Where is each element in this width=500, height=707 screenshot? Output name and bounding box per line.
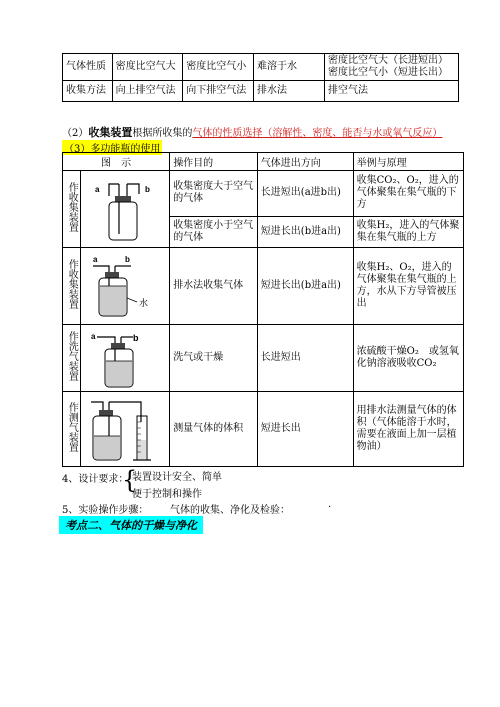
table-cell: 洗气或干燥: [170, 325, 258, 392]
cell-line: 密度比空气小（短进长出）: [327, 67, 448, 78]
table-cell: 长进短出: [257, 325, 353, 392]
table-cell: 浓硫酸干燥O₂ 或氢氧化钠溶液吸收CO₂: [353, 325, 463, 392]
column-header: 图 示: [63, 153, 170, 171]
section-prefix: （2）: [62, 128, 89, 139]
table-row: [63, 392, 464, 467]
table-cell: 排空气法: [324, 81, 458, 102]
design-requirements-label: 4、设计要求：: [62, 474, 129, 485]
column-header: 举例与原理: [353, 153, 463, 171]
group-label: [63, 325, 81, 392]
table-cell: 收集H₂，进入的气体聚集在集气瓶的上方: [353, 216, 463, 248]
table-cell: 向下排空气法: [183, 81, 254, 102]
label-b: b: [144, 185, 150, 194]
wash-bottle-figure: [81, 325, 167, 391]
figure-cell: [80, 392, 170, 467]
measure-bottle-figure: [81, 392, 167, 466]
requirement-item: 装置设计安全、简单: [132, 472, 222, 483]
figure-cell: [80, 325, 170, 392]
water-bottle-figure: [81, 248, 167, 324]
section-text: 根据所收集的: [132, 128, 193, 139]
procedure-label: 5、实验操作步骤：: [62, 505, 149, 516]
group-label-text: 作洗气装置: [66, 331, 78, 381]
table-cell: 短进长出: [257, 392, 353, 467]
label-a: a: [94, 185, 99, 194]
table-header-row: [63, 153, 464, 171]
group-label-text: 作收集装置: [66, 182, 78, 232]
figure-cell: [80, 171, 170, 248]
brace-icon: {: [122, 466, 138, 494]
table-cell: 难溶于水: [253, 54, 324, 81]
table-cell: 收集密度小于空气的气体: [170, 216, 258, 248]
label-b: b: [124, 255, 130, 264]
table-row: [63, 171, 464, 217]
highlight-text: （溶解性、密度、能否与水或氧气反应）: [262, 128, 443, 139]
table-row: [63, 248, 464, 325]
table-cell: 收集密度大于空气的气体: [170, 171, 258, 217]
section-2-heading: [62, 124, 442, 140]
table-cell: 排水法收集气体: [170, 248, 258, 325]
table-cell: 测量气体的体积: [170, 392, 258, 467]
procedure-text: 气体的收集、净化及检验：: [170, 505, 290, 516]
table-cell: [324, 54, 458, 81]
table-cell: 密度比空气大: [112, 54, 183, 81]
table-row: [63, 325, 464, 392]
table-cell: 用排水法测量气体的体积（气体能溶于水时，需要在液面上加一层植物油）: [353, 392, 463, 467]
group-label: [63, 248, 81, 325]
table-row: [63, 81, 459, 102]
label-b: b: [132, 333, 139, 343]
group-label-text: 作收集装置: [66, 259, 78, 309]
table-cell: 排水法: [253, 81, 324, 102]
table-cell: 收集CO₂、O₂，进入的气体聚集在集气瓶的下方: [353, 171, 463, 217]
procedure-dot: .: [328, 499, 332, 510]
table-cell: 密度比空气小: [183, 54, 254, 81]
label-a: a: [92, 255, 97, 264]
label-water: 水: [138, 299, 148, 309]
gas-property-table: [62, 53, 459, 102]
section-3-heading: （3）多功能瓶的使用: [62, 140, 162, 155]
column-header: 操作目的: [170, 153, 258, 171]
label-a: a: [90, 332, 95, 341]
group-label-text: 作测气装置: [66, 402, 78, 452]
table-cell: 短进长出(b进a出): [257, 216, 353, 248]
collect-bottle-figure: [81, 172, 167, 246]
table-cell: 气体性质: [63, 54, 113, 81]
multi-bottle-table: [62, 152, 464, 467]
table-cell: 向上排空气法: [112, 81, 183, 102]
figure-cell: [80, 248, 170, 325]
section-banner: 考点二、气体的干燥与净化: [59, 516, 203, 534]
group-label: [63, 392, 81, 467]
group-label: [63, 171, 81, 248]
table-row: [63, 54, 459, 81]
section-title: 收集装置: [88, 126, 133, 139]
highlight-text: 气体的性质选择: [192, 128, 263, 139]
requirement-item: 便于控制和操作: [132, 489, 202, 500]
table-cell: 长进短出(a进b出): [257, 171, 353, 217]
column-header: 气体进出方向: [257, 153, 353, 171]
cell-line: 密度比空气大（长进短出）: [327, 55, 448, 66]
table-cell: 短进长出(b进a出): [257, 248, 353, 325]
table-cell: 收集方法: [63, 81, 113, 102]
table-cell: 收集H₂、O₂，进入的气体聚集在集气瓶的上方，水从下方导管被压出: [353, 248, 463, 325]
